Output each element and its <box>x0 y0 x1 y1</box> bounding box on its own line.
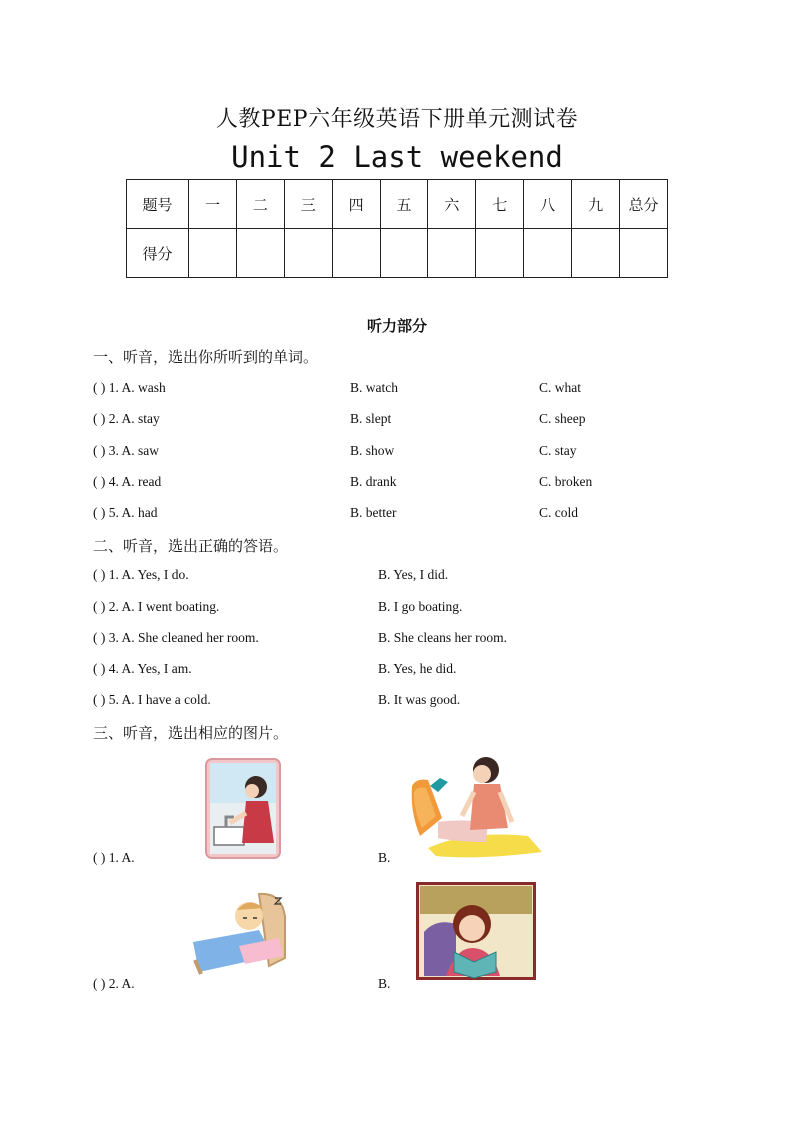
option-a: ( ) 1. A. Yes, I do. <box>93 567 189 582</box>
listening-heading: 听力部分 <box>366 317 427 335</box>
list-item <box>93 567 713 587</box>
score-cell-8: 八 <box>524 180 572 229</box>
score-entry[interactable] <box>332 229 380 278</box>
list-item <box>93 976 713 996</box>
option-c: C. cold <box>539 505 578 520</box>
option-c: C. what <box>539 380 581 395</box>
score-cell-total: 总分 <box>620 180 668 229</box>
option-b: B. She cleans her room. <box>378 630 507 645</box>
option-b: B. Yes, he did. <box>378 661 457 676</box>
score-table-header-row <box>127 180 668 229</box>
score-entry[interactable] <box>428 229 476 278</box>
score-entry[interactable] <box>284 229 332 278</box>
option-a: ( ) 1. A. <box>93 850 135 865</box>
option-a: ( ) 3. A. saw <box>93 443 159 458</box>
list-item <box>93 630 713 650</box>
score-cell-9: 九 <box>572 180 620 229</box>
option-c: C. broken <box>539 474 593 489</box>
option-a: ( ) 2. A. <box>93 976 135 991</box>
score-cell-2: 二 <box>236 180 284 229</box>
list-item <box>93 474 713 494</box>
score-entry[interactable] <box>189 229 237 278</box>
unit-title: Unit 2 Last weekend <box>231 140 563 174</box>
making-bed-picture <box>408 752 546 860</box>
list-item <box>93 411 713 431</box>
score-entry[interactable] <box>380 229 428 278</box>
reading-picture <box>416 882 536 980</box>
list-item <box>93 380 713 400</box>
score-cell-label: 题号 <box>127 180 189 229</box>
option-a: ( ) 5. A. I have a cold. <box>93 692 211 707</box>
option-a: ( ) 5. A. had <box>93 505 158 520</box>
option-b: B. It was good. <box>378 692 461 707</box>
score-table <box>126 179 668 278</box>
score-entry[interactable] <box>236 229 284 278</box>
option-b: B. better <box>350 505 397 520</box>
option-b: B. show <box>350 443 395 458</box>
part3-title: 三、听音，选出相应的图片。 <box>93 724 289 742</box>
score-entry[interactable] <box>572 229 620 278</box>
option-b: B. <box>378 850 391 865</box>
option-a: ( ) 2. A. I went boating. <box>93 599 220 614</box>
option-b: B. slept <box>350 411 392 426</box>
score-cell-3: 三 <box>284 180 332 229</box>
score-cell-5: 五 <box>380 180 428 229</box>
score-entry[interactable] <box>524 229 572 278</box>
list-item <box>93 850 713 870</box>
option-a: ( ) 2. A. stay <box>93 411 160 426</box>
part2-title: 二、听音，选出正确的答语。 <box>93 537 289 555</box>
option-b: B. Yes, I did. <box>378 567 449 582</box>
score-entry[interactable] <box>476 229 524 278</box>
score-cell-4: 四 <box>332 180 380 229</box>
score-row-label: 得分 <box>127 229 189 278</box>
part1-title: 一、听音，选出你所听到的单词。 <box>93 348 319 366</box>
option-b: B. I go boating. <box>378 599 463 614</box>
option-a: ( ) 1. A. wash <box>93 380 166 395</box>
option-c: C. sheep <box>539 411 586 426</box>
score-cell-1: 一 <box>189 180 237 229</box>
score-entry[interactable] <box>620 229 668 278</box>
list-item <box>93 692 713 712</box>
list-item <box>93 443 713 463</box>
option-b: B. watch <box>350 380 398 395</box>
option-a: ( ) 4. A. Yes, I am. <box>93 661 192 676</box>
score-cell-7: 七 <box>476 180 524 229</box>
option-a: ( ) 4. A. read <box>93 474 162 489</box>
list-item <box>93 599 713 619</box>
option-b: B. drank <box>350 474 397 489</box>
option-b: B. <box>378 976 391 991</box>
option-a: ( ) 3. A. She cleaned her room. <box>93 630 259 645</box>
list-item <box>93 661 713 681</box>
washing-picture <box>204 757 282 860</box>
page-title: 人教PEP六年级英语下册单元测试卷 <box>215 107 579 132</box>
option-c: C. stay <box>539 443 577 458</box>
score-cell-6: 六 <box>428 180 476 229</box>
score-table-score-row <box>127 229 668 278</box>
list-item <box>93 505 713 525</box>
sleeping-picture <box>189 886 289 976</box>
